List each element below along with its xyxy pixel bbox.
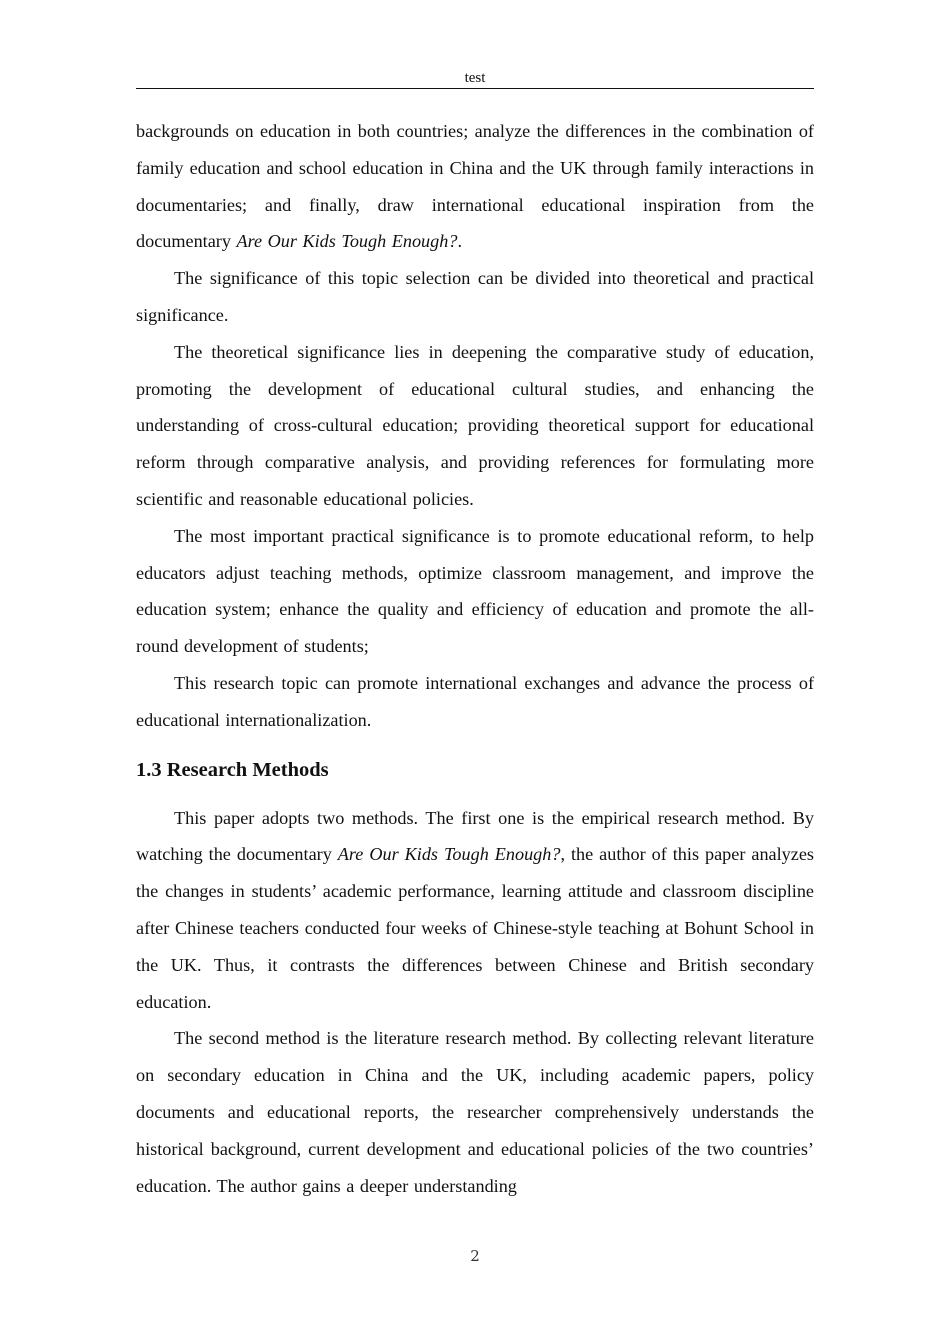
paragraph: The most important practical significance is to promote educational reform, to help educators adjust teaching methods, optimize classroom management, and improve the education system; enhance the quality and efficiency of education and promote the all-round development of students; — [136, 525, 814, 657]
paragraph-text: , the author of this paper analyzes the changes in students’ academic performance, learning attitude and classroom discipline after Chinese teachers conducted four weeks of Chinese-style teaching at Bohunt School in the UK. Thus, it contrasts the differences between Chinese and British secondary education. — [136, 844, 814, 1012]
paragraph: This research topic can promote international exchanges and advance the process of educational internationalization. — [136, 672, 814, 730]
paragraph: The theoretical significance lies in deepening the comparative study of education, promoting the development of educational cultural studies, and enhancing the understanding of cross-cultural education; providing theoretical support for educational reform through comparative analysis, and providing references for formulating more scientific and reasonable educational policies. — [136, 341, 814, 509]
body-text — [136, 113, 814, 1204]
paragraph: The significance of this topic selection can be divided into theoretical and practical significance. — [136, 268, 814, 325]
documentary-title: Are Our Kids Tough Enough? — [236, 231, 458, 252]
paragraph-continued — [136, 113, 814, 260]
paragraph-text: backgrounds on education in both countries; analyze the differences in the combination of family education and school education in China and the UK through family interactions in documentaries; and finally, draw international educational inspiration from the documentary — [136, 121, 814, 252]
header-rule — [136, 88, 814, 89]
paragraph-text: . — [457, 231, 462, 252]
paragraph-text: This paper adopts two methods. The first one is the empirical research method. By watching the documentary — [136, 807, 814, 865]
paragraph — [136, 800, 814, 1021]
documentary-title: Are Our Kids Tough Enough? — [337, 844, 561, 865]
page-number: 2 — [470, 1247, 480, 1265]
section-heading: 1.3 Research Methods — [136, 758, 329, 781]
paragraph: The second method is the literature research method. By collecting relevant literature on secondary education in China and the UK, including academic papers, policy documents and educational reports, the researcher comprehensively understands the historical background, current development and educational policies of the two countries’ education. The author gains a deeper understanding — [136, 1028, 814, 1196]
running-header: test — [464, 70, 486, 86]
